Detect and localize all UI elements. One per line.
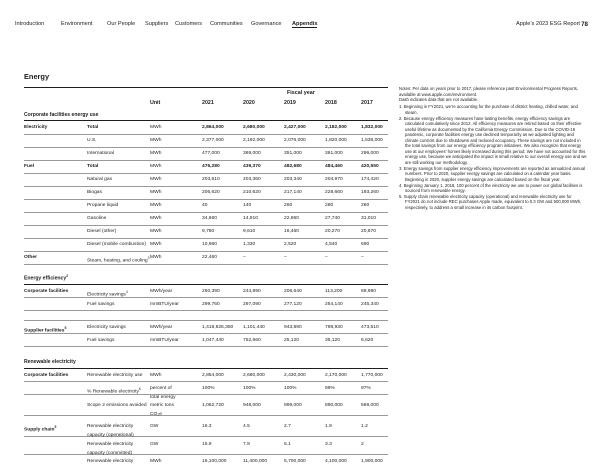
cell-2019: 206,640 xyxy=(284,289,302,294)
cell-2021: 34,660 xyxy=(202,216,217,221)
footnote-ref: 5 xyxy=(54,425,57,429)
row-label: Electricity savings$^4$ xyxy=(87,290,128,298)
row-unit-line2: total energy xyxy=(150,395,176,400)
cell-2020: 369,000 xyxy=(243,151,261,156)
row-unit: MWh xyxy=(150,177,162,182)
cell-2017: 260 xyxy=(361,203,370,208)
cell-2018: 35,120 xyxy=(325,338,340,343)
cell-2018: 20,270 xyxy=(325,229,340,234)
nav-customers[interactable]: Customers xyxy=(175,21,203,27)
row-category: Electricity xyxy=(24,125,48,130)
row-label: Renewable electricity xyxy=(87,459,134,464)
group-corporate-facilities-energy-use: Corporate facilities energy use xyxy=(24,112,99,118)
cell-2020: 1,101,440 xyxy=(243,325,265,330)
note-4: 4. Beginning January 1, 2018, 100 percent of the electricity we use to power our global facilities is sourced from renewable energy. xyxy=(399,182,583,194)
notes-panel xyxy=(399,86,587,211)
cell-2019: 2,076,000 xyxy=(284,138,306,143)
cell-2021: 15.9 xyxy=(202,442,212,447)
cell-2020: 297,090 xyxy=(243,302,261,307)
row-unit: GW xyxy=(150,442,159,447)
cell-2019: 217,140 xyxy=(284,190,302,195)
cell-2020: – xyxy=(243,255,246,260)
row-unit: MWh xyxy=(150,459,162,464)
note-2: 2. Because energy efficiency measures have lasting benefits, energy efficiency savings are calculated cumulatively since 2012. All efficiency measures are retired based on their effective useful lifetime as documented by the California Energy Commission. Due to the COVID-19 pandemic, corporate facilities energy use declined temporarily as we adjusted lighting and climate controls due to shutdowns and reduced occupancy. These savings are not included in the total savings from our energy efficiency program initiatives. We also recognize that energy use at our employees’ homes likely increased during this period. We have not accounted for this energy use, because we anticipated the impact is small relative to our overall energy use and we are still working our methodology. xyxy=(399,115,587,165)
cell-2019: – xyxy=(284,255,287,260)
row-label: Renewable electricity xyxy=(87,442,134,447)
report-title: Apple’s 2023 ESG Report xyxy=(516,21,580,27)
cell-2021: 299,760 xyxy=(202,302,220,307)
row-unit: mmBTU/year xyxy=(150,302,179,307)
cell-2020: 203,360 xyxy=(243,177,261,182)
cell-2020: 140 xyxy=(243,203,252,208)
cell-2018: 27,740 xyxy=(325,216,340,221)
cell-2019: 351,000 xyxy=(284,151,302,156)
cell-2019: 25,120 xyxy=(284,338,299,343)
cell-2020: 439,370 xyxy=(243,164,261,169)
footnote-ref: 3 xyxy=(147,256,150,260)
cell-2018: 798,930 xyxy=(325,325,343,330)
cell-2020: 752,660 xyxy=(243,338,261,343)
cell-2021: 2,377,000 xyxy=(202,138,224,143)
cell-2019: 5.1 xyxy=(284,442,291,447)
cell-2021: 203,510 xyxy=(202,177,220,182)
row-unit: MWh xyxy=(150,216,162,221)
nav-governance[interactable]: Governance xyxy=(251,21,282,27)
year-header-2019: 2019 xyxy=(284,100,296,106)
row-unit: MWh xyxy=(150,255,162,260)
nav-appendix[interactable]: Appendix xyxy=(292,21,318,27)
row-divider xyxy=(24,212,388,213)
table-top-rule xyxy=(24,87,388,88)
row-divider xyxy=(24,238,388,239)
cell-2020: 9,610 xyxy=(243,229,256,234)
row-label-line2: capacity (committed) xyxy=(87,451,133,456)
row-unit: MWh xyxy=(150,229,162,234)
cell-2021: 2,864,000 xyxy=(202,125,224,130)
cell-2017: 1,770,000 xyxy=(361,373,383,378)
row-label: Gasoline xyxy=(87,216,107,221)
cell-2017: 20,670 xyxy=(361,229,376,234)
row-divider xyxy=(24,381,388,382)
cell-2019: 2,430,000 xyxy=(284,373,306,378)
cell-2019: 2,427,000 xyxy=(284,125,306,130)
row-divider xyxy=(24,199,388,200)
group-renewable-electricity: Renewable electricity xyxy=(24,359,76,365)
row-label: International xyxy=(87,151,114,156)
cell-2020: 7.9 xyxy=(243,442,250,447)
row-divider xyxy=(24,120,388,121)
year-header-2017: 2017 xyxy=(361,100,373,106)
row-divider xyxy=(24,297,388,298)
cell-2017: 174,420 xyxy=(361,177,379,182)
row-unit: MWh xyxy=(150,164,162,169)
cell-2021: 16,100,000 xyxy=(202,459,227,464)
nav-communities[interactable]: Communities xyxy=(210,21,243,27)
cell-2018: 254,140 xyxy=(325,302,343,307)
footnote-ref: 2 xyxy=(66,274,69,278)
row-label: % Renewable electricity$^6$ xyxy=(87,387,141,395)
row-unit: MWh xyxy=(150,242,162,247)
cell-2020: 210,620 xyxy=(243,190,261,195)
cell-2020: 14,910 xyxy=(243,216,258,221)
cell-2017: 296,000 xyxy=(361,151,379,156)
row-divider xyxy=(24,147,388,148)
cell-2017: 193,260 xyxy=(361,190,379,195)
row-divider xyxy=(24,186,388,187)
row-label: Total xyxy=(87,125,99,130)
row-label: Total xyxy=(87,164,99,169)
page-number: 78 xyxy=(581,20,588,28)
cell-2021: 476,280 xyxy=(202,164,220,169)
notes-intro: Notes: Per data on years prior to 2017, please reference past Environmental Progress Reports, available at www.apple.com/environment. xyxy=(399,86,579,97)
cell-2018: 1.9 xyxy=(325,424,332,429)
cell-2021: 10,960 xyxy=(202,242,217,247)
row-label: Biogas xyxy=(87,190,102,195)
year-header-2021: 2021 xyxy=(202,100,214,106)
row-divider xyxy=(24,320,388,321)
row-unit: MWh xyxy=(150,125,162,130)
cell-2020: 2,680,000 xyxy=(243,125,265,130)
row-category: Supply chain$^5$ xyxy=(24,425,57,433)
row-unit: mmBTU/year xyxy=(150,338,179,343)
top-navigation xyxy=(15,21,588,33)
cell-2018: 4,100,000 xyxy=(325,459,347,464)
row-label-line2: capacity (operational) xyxy=(87,433,134,438)
cell-2020: 1,330 xyxy=(243,242,256,247)
cell-2017: 31,010 xyxy=(361,216,376,221)
row-unit: GW xyxy=(150,424,159,429)
row-divider xyxy=(24,284,388,285)
cell-2021: 1,418,826,350 xyxy=(202,325,234,330)
cell-2018: 2,170,000 xyxy=(325,373,347,378)
footnote-ref: 6 xyxy=(138,387,141,391)
cell-2018: 113,200 xyxy=(325,289,343,294)
fiscal-year-header: Fiscal year xyxy=(287,90,315,96)
note-3: 3. Energy savings from supplier energy efficiency improvements are reported as annualized annual numbers. Prior to 2020, supplier energy savings are calculated on a calendar year basis. Beginning in 2020, supplier energy savings are calculated based on the fiscal year. xyxy=(399,165,586,182)
cell-2017: 1.2 xyxy=(361,424,368,429)
cell-2021: 1,062,720 xyxy=(202,403,224,408)
row-unit: MWh/year xyxy=(150,325,173,330)
cell-2017: 569,000 xyxy=(361,403,379,408)
cell-2020: 2,660,000 xyxy=(243,373,265,378)
row-label: Renewable electricity use xyxy=(87,373,143,378)
cell-2019: 2.7 xyxy=(284,424,291,429)
footnote-ref: 4 xyxy=(125,290,128,294)
cell-2021: 40 xyxy=(202,203,208,208)
row-divider xyxy=(24,333,388,334)
cell-2017: 1,832,000 xyxy=(361,125,383,130)
cell-2018: 228,660 xyxy=(325,190,343,195)
row-divider xyxy=(24,436,388,437)
row-label: Fuel savings xyxy=(87,302,115,307)
nav-introduction[interactable]: Introduction xyxy=(15,21,45,27)
cell-2021: 1,047,440 xyxy=(202,338,224,343)
group-energy-efficiency: Energy efficiency$^2$ xyxy=(24,274,69,282)
row-label: Diesel (other) xyxy=(87,229,117,234)
cell-2019: 2,520 xyxy=(284,242,297,247)
cell-2019: 16,460 xyxy=(284,229,299,234)
cell-2019: 899,000 xyxy=(284,403,302,408)
row-category: Corporate facilities xyxy=(24,289,69,294)
cell-2021: 16.3 xyxy=(202,424,212,429)
cell-2019: 22,960 xyxy=(284,216,299,221)
unit-header: Unit xyxy=(150,100,161,106)
row-label: Diesel (mobile combustion) xyxy=(87,242,146,247)
row-label: Electricity savings xyxy=(87,325,126,330)
cell-2018: 4,540 xyxy=(325,242,338,247)
cell-2017: 1,536,000 xyxy=(361,138,383,143)
cell-2020: 948,000 xyxy=(243,403,261,408)
notes-dash-note: Dash indicates data that are not available. xyxy=(399,97,479,103)
row-divider xyxy=(24,415,388,416)
cell-2021: 22,460 xyxy=(202,255,217,260)
cell-2017: 89,980 xyxy=(361,289,376,294)
nav-environment[interactable]: Environment xyxy=(61,21,93,27)
cell-2019: 260 xyxy=(284,203,293,208)
cell-2017: 473,510 xyxy=(361,325,379,330)
cell-2019: 943,890 xyxy=(284,325,302,330)
row-unit: MWh xyxy=(150,151,162,156)
cell-2018: 1,820,000 xyxy=(325,138,347,143)
row-category: Corporate facilities xyxy=(24,373,69,378)
cell-2020: 2,192,000 xyxy=(243,138,265,143)
row-unit: metric tons xyxy=(150,403,174,408)
cell-2019: 277,120 xyxy=(284,302,302,307)
row-divider xyxy=(24,160,388,161)
cell-2018: 890,000 xyxy=(325,403,343,408)
cell-2018: 204,970 xyxy=(325,177,343,182)
cell-2019: 5,700,000 xyxy=(284,459,306,464)
cell-2019: 100% xyxy=(284,386,297,391)
row-divider xyxy=(24,368,388,369)
cell-2019: 203,340 xyxy=(284,177,302,182)
cell-2017: 245,340 xyxy=(361,302,379,307)
cell-2020: 244,890 xyxy=(243,289,261,294)
row-unit: MWh/year xyxy=(150,289,173,294)
note-1: 1. Beginning in FY2021, we’re accounting for the purchase of district heating, chilled water, and steam. xyxy=(399,104,578,115)
cell-2020: 4.5 xyxy=(243,424,250,429)
cell-2020: 11,400,000 xyxy=(243,459,268,464)
cell-2017: 1,900,000 xyxy=(361,459,383,464)
row-divider xyxy=(24,454,388,455)
row-label: Natural gas xyxy=(87,177,113,182)
cell-2018: 99% xyxy=(325,386,335,391)
cell-2017: 690 xyxy=(361,242,370,247)
row-label: Propane liquid xyxy=(87,203,119,208)
cell-2018: 2,182,000 xyxy=(325,125,347,130)
row-unit: MWh xyxy=(150,203,162,208)
cell-2017: – xyxy=(361,255,364,260)
footnote-ref: 5 xyxy=(64,326,67,330)
cell-2018: 280 xyxy=(325,203,334,208)
cell-2018: – xyxy=(325,255,328,260)
row-divider xyxy=(24,264,388,265)
nav-our-people[interactable]: Our People xyxy=(107,21,136,27)
cell-2021: 260,390 xyxy=(202,289,220,294)
row-category: Fuel xyxy=(24,164,35,169)
row-unit: percent of xyxy=(150,386,172,391)
cell-2017: 420,550 xyxy=(361,164,379,169)
cell-2021: 100% xyxy=(202,386,215,391)
cell-2017: 97% xyxy=(361,386,371,391)
row-divider xyxy=(24,310,388,311)
cell-2018: 3.3 xyxy=(325,442,332,447)
row-divider xyxy=(24,394,388,395)
row-label: U.S. xyxy=(87,138,97,143)
row-divider xyxy=(24,251,388,252)
row-unit-line2: CO₂e xyxy=(150,412,162,417)
row-unit: MWh xyxy=(150,373,162,378)
row-category: Supplier facilities$^5$ xyxy=(24,326,67,334)
cell-2021: 9,780 xyxy=(202,229,215,234)
nav-suppliers[interactable]: Suppliers xyxy=(145,21,169,27)
row-unit: MWh xyxy=(150,190,162,195)
row-label: Scope 2 emissions avoided xyxy=(87,403,147,408)
cell-2021: 206,620 xyxy=(202,190,220,195)
row-divider xyxy=(24,346,388,347)
year-header-2020: 2020 xyxy=(243,100,255,106)
year-header-2018: 2018 xyxy=(325,100,337,106)
cell-2017: 2 xyxy=(361,442,364,447)
cell-2021: 477,000 xyxy=(202,151,220,156)
cell-2017: 6,620 xyxy=(361,338,374,343)
cell-2019: 482,680 xyxy=(284,164,302,169)
section-title: Energy xyxy=(24,72,50,81)
cell-2021: 2,854,000 xyxy=(202,373,224,378)
row-category: Other xyxy=(24,255,38,260)
row-label: Steam, heating, and cooling$^3$ xyxy=(87,256,150,264)
note-5: 5. Supply chain renewable electricity capacity (operational) and renewable electricity use for FY2021 do not include REC purchases Apple made, equivalent to 0.3 GW and 500,000 MWh, respectively, to address a small increase in its carbon footprint. xyxy=(399,193,582,210)
cell-2020: 100% xyxy=(243,386,256,391)
row-divider xyxy=(24,225,388,226)
cell-2018: 484,460 xyxy=(325,164,343,169)
row-unit: MWh xyxy=(150,138,162,143)
row-label: Fuel savings xyxy=(87,338,115,343)
row-divider xyxy=(24,173,388,174)
row-divider xyxy=(24,134,388,135)
cell-2018: 361,000 xyxy=(325,151,343,156)
row-label: Renewable electricity xyxy=(87,424,134,429)
